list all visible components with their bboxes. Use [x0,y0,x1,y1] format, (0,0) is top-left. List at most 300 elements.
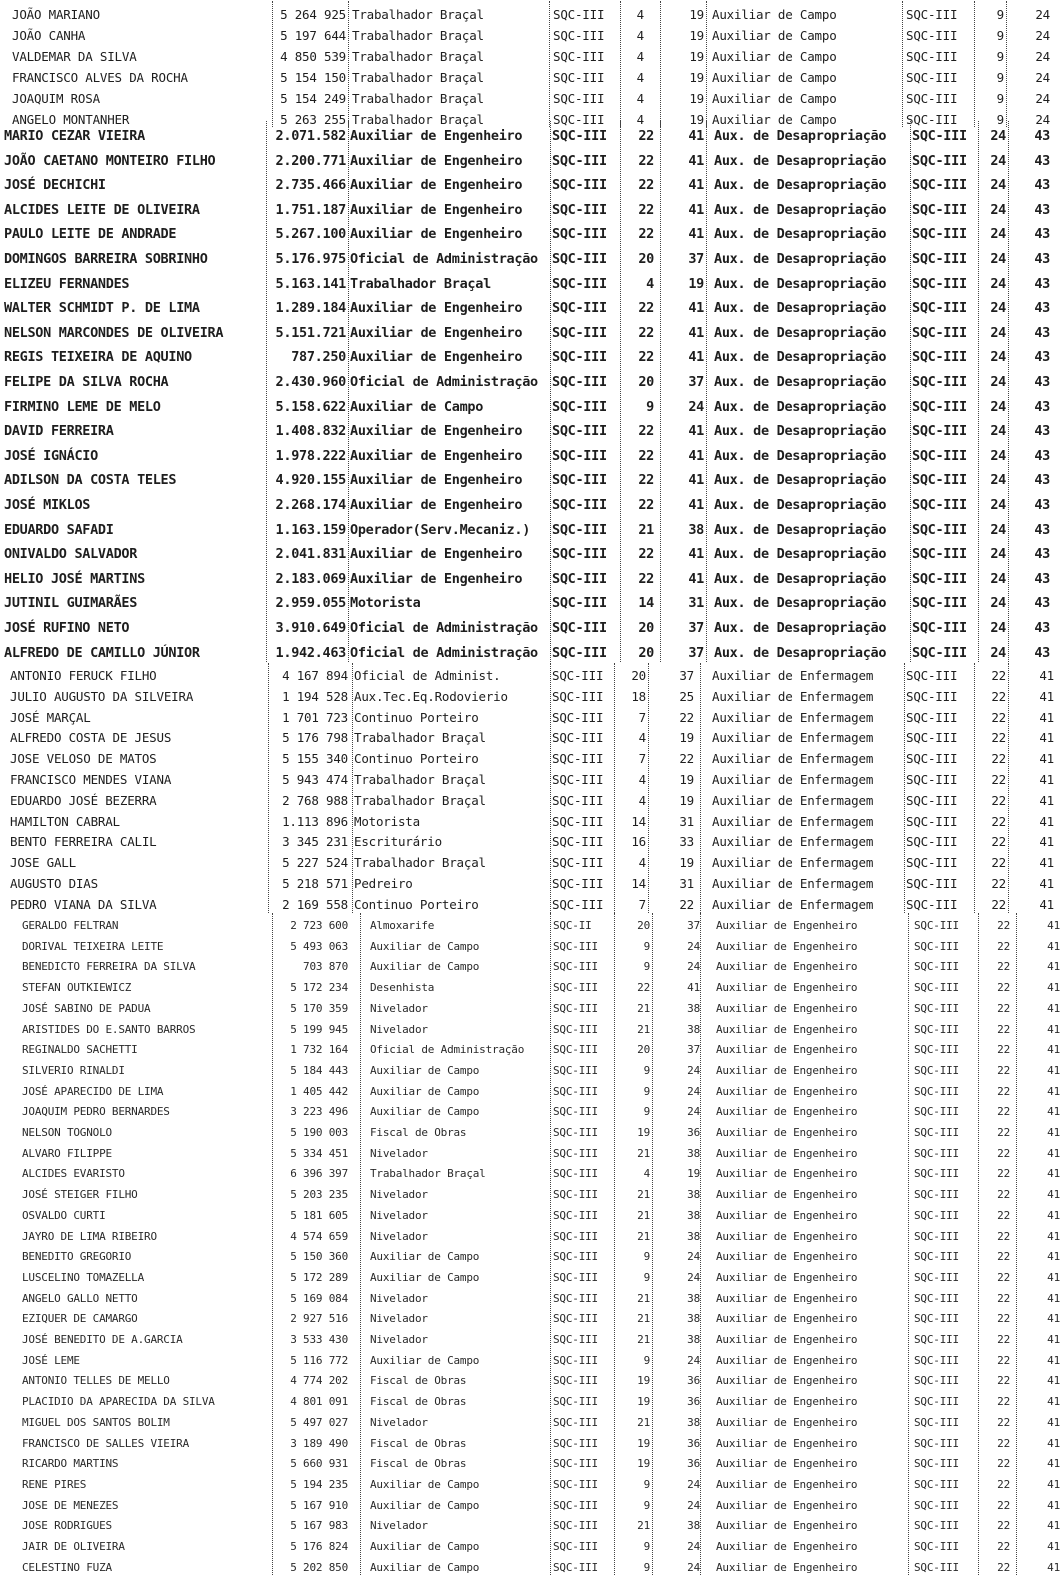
registration-number: 5 154 249 [280,91,346,106]
current-position: Oficial de Administração [350,620,538,636]
current-position: Oficial de Administração [350,644,538,661]
current-ref: 38 [687,1022,700,1036]
current-position: Operador(Serv.Mecaniz.) [350,521,531,538]
current-level: 4 [646,275,654,292]
current-position: Nivelador [370,1146,428,1160]
new-level: 24 [990,349,1006,366]
employee-name: AUGUSTO DIAS [10,876,98,891]
new-position: Auxiliar de Campo [712,49,837,64]
current-position: Nivelador [370,1208,428,1222]
new-ref: 43 [1034,398,1050,415]
registration-number: 703 870 [303,960,348,974]
employee-name: MARIO CEZAR VIEIRA [4,128,145,144]
employee-name: FIRMINO LEME DE MELO [4,398,161,415]
registration-number: 5 264 925 [280,7,346,22]
table-row [0,25,1064,46]
registration-number: 1 732 164 [290,1043,348,1057]
registration-number: 5.163.141 [275,275,346,292]
new-ref: 41 [1047,1395,1060,1409]
current-scale: SQC-III [553,1312,598,1326]
current-level: 21 [637,1208,650,1222]
current-position: Auxiliar de Campo [370,1560,480,1574]
current-ref: 19 [679,772,694,787]
new-level: 24 [990,620,1006,636]
current-ref: 36 [687,1457,700,1471]
new-scale: SQC-III [906,668,958,683]
new-level: 9 [996,49,1004,64]
new-scale: SQC-III [914,939,959,953]
current-scale: SQC-III [552,251,607,267]
current-ref: 41 [688,497,704,513]
current-level: 14 [638,595,654,612]
current-position: Auxiliar de Engenheiro [350,447,523,464]
new-position: Auxiliar de Enfermagem [712,772,874,787]
current-position: Oficial de Administração [370,1043,525,1057]
employee-name: WALTER SCHMIDT P. DE LIMA [4,300,200,317]
current-scale: SQC-III [553,112,605,127]
new-level: 22 [997,1022,1010,1036]
new-ref: 24 [1035,70,1050,85]
registration-number: 4 774 202 [290,1374,348,1388]
employee-name: JOAQUIM PEDRO BERNARDES [22,1105,170,1119]
new-scale: SQC-III [914,1188,959,1202]
current-position: Fiscal de Obras [370,1395,467,1409]
employee-name: EDUARDO SAFADI [4,521,114,538]
registration-number: 2.268.174 [275,497,346,513]
current-ref: 36 [687,1395,700,1409]
current-position: Motorista [354,813,420,829]
current-ref: 38 [687,1188,700,1202]
employee-name: FRANCISCO DE SALLES VIEIRA [22,1436,189,1450]
current-scale: SQC-III [553,960,598,974]
employee-name: ELIZEU FERNANDES [4,275,130,292]
new-position: Auxiliar de Enfermagem [712,834,874,850]
new-ref: 41 [1047,1353,1060,1367]
current-position: Auxiliar de Engenheiro [350,177,523,194]
employee-name: ALFREDO DE CAMILLO JÚNIOR [4,644,200,661]
new-ref: 24 [1035,112,1050,127]
new-level: 22 [997,1084,1010,1098]
current-ref: 24 [687,1063,700,1077]
table-row [0,1102,1064,1123]
current-position: Auxiliar de Engenheiro [350,570,523,587]
new-ref: 41 [1039,709,1054,725]
new-position: Auxiliar de Engenheiro [716,1043,858,1057]
new-position: Aux. de Desapropriação [714,324,887,341]
new-scale: SQC-III [914,1333,959,1346]
current-ref: 19 [679,792,694,808]
new-ref: 43 [1034,570,1050,587]
table-row [0,1392,1064,1413]
current-position: Trabalhador Braçal [350,275,491,292]
employee-name: FRANCISCO ALVES DA ROCHA [12,70,188,85]
current-level: 9 [643,1560,650,1574]
new-scale: SQC-III [906,876,958,891]
current-level: 22 [638,201,654,218]
table-row [0,1268,1064,1289]
current-position: Auxiliar de Engenheiro [350,472,523,489]
current-level: 19 [637,1374,650,1388]
new-position: Auxiliar de Engenheiro [716,1001,858,1015]
new-ref: 41 [1047,981,1060,995]
current-level: 21 [637,1291,650,1305]
new-level: 22 [997,1353,1010,1367]
new-position: Auxiliar de Engenheiro [716,1208,858,1222]
new-scale: SQC-III [914,1146,959,1160]
new-level: 22 [991,792,1006,808]
new-scale: SQC-III [914,1457,959,1471]
registration-number: 5 202 850 [290,1560,348,1574]
new-scale: SQC-III [914,1270,959,1284]
new-position: Aux. de Desapropriação [714,546,887,563]
table-row [0,1351,1064,1372]
employee-name: JOSÉ BENEDITO DE A.GARCIA [22,1333,183,1346]
employee-name: PEDRO VIANA DA SILVA [10,896,157,912]
registration-number: 2 723 600 [290,919,348,932]
employee-name: JOSE DE MENEZES [22,1498,119,1512]
table-row [0,370,1064,395]
table-row [0,419,1064,444]
new-level: 24 [990,595,1006,612]
current-scale: SQC-III [553,1270,598,1284]
table-row [0,895,1064,916]
new-position: Aux. de Desapropriação [714,644,887,661]
table-row [0,1289,1064,1310]
current-scale: SQC-III [552,570,607,587]
current-scale: SQC-III [552,834,604,850]
current-ref: 25 [679,688,694,704]
registration-number: 3 345 231 [282,834,348,850]
employee-name: JOSÉ MARÇAL [10,709,91,725]
new-position: Auxiliar de Engenheiro [716,1105,858,1119]
new-position: Auxiliar de Engenheiro [716,1063,858,1077]
new-scale: SQC-III [914,1084,959,1098]
current-position: Continuo Porteiro [354,709,479,725]
new-ref: 41 [1047,1229,1060,1243]
current-position: Auxiliar de Campo [370,1105,480,1119]
current-scale: SQC-III [553,1022,598,1036]
table-row [0,666,1064,687]
registration-number: 5 167 910 [290,1498,348,1512]
new-ref: 41 [1039,834,1054,850]
new-ref: 41 [1047,1415,1060,1429]
registration-number: 5 155 340 [282,751,348,767]
current-ref: 19 [687,1167,700,1181]
current-level: 21 [638,521,654,538]
current-level: 22 [637,981,650,995]
current-level: 4 [636,49,644,64]
current-ref: 41 [688,152,704,169]
table-row [0,708,1064,729]
employee-name: ALCIDES LEITE DE OLIVEIRA [4,201,200,218]
current-level: 22 [638,226,654,243]
registration-number: 1.163.159 [275,521,346,538]
current-position: Auxiliar de Campo [370,1540,480,1553]
current-level: 9 [643,1353,650,1367]
current-position: Nivelador [370,1333,428,1346]
new-ref: 41 [1047,1560,1060,1574]
current-position: Almoxarife [370,919,435,932]
registration-number: 1.113 896 [282,813,348,829]
current-position: Auxiliar de Engenheiro [350,201,523,218]
new-level: 22 [997,1167,1010,1181]
table-row [0,444,1064,469]
registration-number: 787.250 [291,349,346,366]
table-row [0,468,1064,493]
current-level: 22 [638,423,654,440]
new-scale: SQC-III [912,398,967,415]
new-scale: SQC-III [914,1353,959,1367]
current-position: Trabalhador Braçal [354,730,486,746]
current-scale: SQC-III [552,644,607,661]
employee-name: OSVALDO CURTI [22,1208,106,1222]
current-scale: SQC-III [552,128,607,144]
current-level: 21 [637,1022,650,1036]
new-scale: SQC-III [912,226,967,243]
new-scale: SQC-III [914,1415,959,1429]
new-level: 24 [990,521,1006,538]
new-ref: 41 [1047,1084,1060,1098]
current-position: Fiscal de Obras [370,1457,467,1471]
new-level: 22 [997,1105,1010,1119]
current-scale: SQC-III [552,374,607,390]
current-scale: SQC-III [552,546,607,563]
registration-number: 5 170 359 [290,1001,348,1015]
table-row [0,1330,1064,1351]
current-scale: SQC-III [553,1188,598,1202]
current-ref: 24 [687,1498,700,1512]
current-level: 21 [637,1312,650,1326]
current-level: 22 [638,300,654,317]
current-scale: SQC-III [552,226,607,243]
current-position: Auxiliar de Campo [370,1063,480,1077]
new-level: 22 [997,1374,1010,1388]
current-ref: 19 [689,7,704,22]
new-ref: 43 [1034,374,1050,390]
current-level: 14 [631,876,646,891]
registration-number: 2.200.771 [275,152,346,169]
new-scale: SQC-III [914,1208,959,1222]
registration-number: 5 190 003 [290,1126,348,1139]
new-position: Auxiliar de Engenheiro [716,1498,858,1512]
current-level: 7 [638,751,646,767]
current-scale: SQC-III [552,688,604,704]
current-position: Continuo Porteiro [354,751,479,767]
new-level: 22 [997,1519,1010,1533]
table-row [0,1434,1064,1455]
new-position: Aux. de Desapropriação [714,251,887,267]
new-scale: SQC-III [914,919,959,932]
current-position: Desenhista [370,981,435,995]
current-level: 18 [631,688,646,704]
new-scale: SQC-III [906,772,958,787]
current-position: Trabalhador Braçal [354,772,486,787]
registration-number: 5 218 571 [282,876,348,891]
current-level: 9 [643,1540,650,1553]
new-ref: 41 [1047,1374,1060,1388]
new-level: 22 [991,751,1006,767]
current-ref: 19 [689,28,704,43]
new-scale: SQC-III [914,1229,959,1243]
current-scale: SQC-III [552,300,607,317]
registration-number: 3 189 490 [290,1436,348,1450]
new-level: 22 [997,1415,1010,1429]
new-level: 22 [991,709,1006,725]
current-ref: 37 [687,1043,700,1057]
registration-number: 5 116 772 [290,1353,348,1367]
new-level: 22 [997,1291,1010,1305]
new-level: 24 [990,374,1006,390]
table-row [0,1558,1064,1579]
new-scale: SQC-III [912,546,967,563]
new-scale: SQC-III [914,1105,959,1119]
current-scale: SQC-III [553,1063,598,1077]
new-scale: SQC-III [912,128,967,144]
new-scale: SQC-III [914,1022,959,1036]
current-scale: SQC-III [552,751,604,767]
current-ref: 24 [687,1560,700,1574]
current-level: 9 [643,1477,650,1491]
current-level: 22 [638,177,654,194]
new-position: Auxiliar de Engenheiro [716,1560,858,1574]
current-ref: 41 [688,300,704,317]
new-position: Aux. de Desapropriação [714,472,887,489]
table-row [0,1040,1064,1061]
table-row [0,1537,1064,1558]
new-level: 22 [997,1126,1010,1139]
table-row [0,916,1064,937]
new-scale: SQC-III [914,981,959,995]
current-position: Trabalhador Braçal [354,792,486,808]
current-scale: SQC-III [553,1477,598,1491]
new-scale: SQC-III [914,1540,959,1553]
current-position: Nivelador [370,1022,428,1036]
registration-number: 5 943 474 [282,772,348,787]
registration-number: 2.041.831 [275,546,346,563]
new-ref: 41 [1047,1250,1060,1264]
current-level: 4 [636,28,644,43]
new-level: 9 [996,112,1004,127]
table-row [0,791,1064,812]
employee-name: ANTONIO TELLES DE MELLO [22,1374,170,1388]
new-ref: 43 [1034,324,1050,341]
current-scale: SQC-III [552,472,607,489]
registration-number: 1.942.463 [275,644,346,661]
registration-number: 5 493 063 [290,939,348,953]
new-position: Auxiliar de Engenheiro [716,1291,858,1305]
new-ref: 41 [1047,1146,1060,1160]
current-scale: SQC-III [553,1001,598,1015]
registration-number: 1.289.184 [275,300,346,317]
new-position: Auxiliar de Enfermagem [712,688,874,704]
current-level: 4 [636,91,644,106]
new-level: 9 [996,70,1004,85]
current-ref: 41 [688,324,704,341]
current-level: 22 [638,570,654,587]
new-position: Auxiliar de Engenheiro [716,1167,858,1181]
table-row [0,1454,1064,1475]
new-position: Auxiliar de Engenheiro [716,939,858,953]
registration-number: 5.176.975 [275,251,346,267]
table-row [0,1144,1064,1165]
new-position: Aux. de Desapropriação [714,398,887,415]
table-row [0,1496,1064,1517]
new-level: 24 [990,472,1006,489]
registration-number: 4 850 539 [280,49,346,64]
current-ref: 37 [688,374,704,390]
employee-name: HAMILTON CABRAL [10,813,120,829]
table-row [0,687,1064,708]
new-ref: 41 [1039,876,1054,891]
new-position: Auxiliar de Engenheiro [716,1146,858,1160]
new-ref: 43 [1034,226,1050,243]
current-ref: 38 [687,1229,700,1243]
new-position: Auxiliar de Engenheiro [716,1022,858,1036]
current-level: 19 [637,1126,650,1139]
registration-number: 5 167 983 [290,1519,348,1533]
employee-name: JOSE VELOSO DE MATOS [10,751,157,767]
new-position: Auxiliar de Engenheiro [716,1540,858,1553]
registration-number: 5 194 235 [290,1477,348,1491]
new-ref: 41 [1047,1126,1060,1139]
current-position: Auxiliar de Engenheiro [350,546,523,563]
current-scale: SQC-III [553,981,598,995]
current-position: Trabalhador Braçal [352,7,484,22]
new-level: 22 [991,834,1006,850]
table-row [0,770,1064,791]
new-scale: SQC-III [914,1374,959,1388]
current-scale: SQC-III [552,152,607,169]
new-position: Auxiliar de Engenheiro [716,1250,858,1264]
current-position: Nivelador [370,1188,428,1202]
registration-number: 4 167 894 [282,668,348,683]
registration-number: 5.267.100 [275,226,346,243]
new-scale: SQC-III [912,251,967,267]
new-position: Auxiliar de Engenheiro [716,1126,858,1139]
current-ref: 19 [689,91,704,106]
new-ref: 41 [1039,730,1054,746]
current-scale: SQC-III [552,876,604,891]
current-ref: 24 [687,1477,700,1491]
current-level: 4 [638,855,646,871]
new-position: Auxiliar de Engenheiro [716,1084,858,1098]
table-row [0,1516,1064,1537]
table-row [0,124,1064,149]
current-position: Pedreiro [354,876,413,891]
current-position: Aux.Tec.Eq.Rodovierio [354,688,508,704]
new-level: 22 [997,1001,1010,1015]
new-position: Auxiliar de Engenheiro [716,1312,858,1326]
employee-name: FRANCISCO MENDES VIANA [10,772,172,787]
current-position: Auxiliar de Campo [370,1250,480,1264]
registration-number: 5 197 644 [280,28,346,43]
current-position: Auxiliar de Engenheiro [350,152,523,169]
new-scale: SQC-III [912,423,967,440]
new-scale: SQC-III [914,1167,959,1181]
new-level: 22 [997,1229,1010,1243]
current-level: 22 [638,152,654,169]
current-position: Auxiliar de Campo [370,960,480,974]
registration-number: 2 768 988 [282,792,348,808]
employee-name: JOÃO MARIANO [12,7,100,22]
employee-name: ALFREDO COSTA DE JESUS [10,730,172,746]
new-level: 22 [991,813,1006,829]
current-level: 16 [631,834,646,850]
current-scale: SQC-III [553,1167,598,1181]
new-position: Auxiliar de Campo [712,7,837,22]
current-level: 21 [637,1415,650,1429]
new-ref: 43 [1034,644,1050,661]
